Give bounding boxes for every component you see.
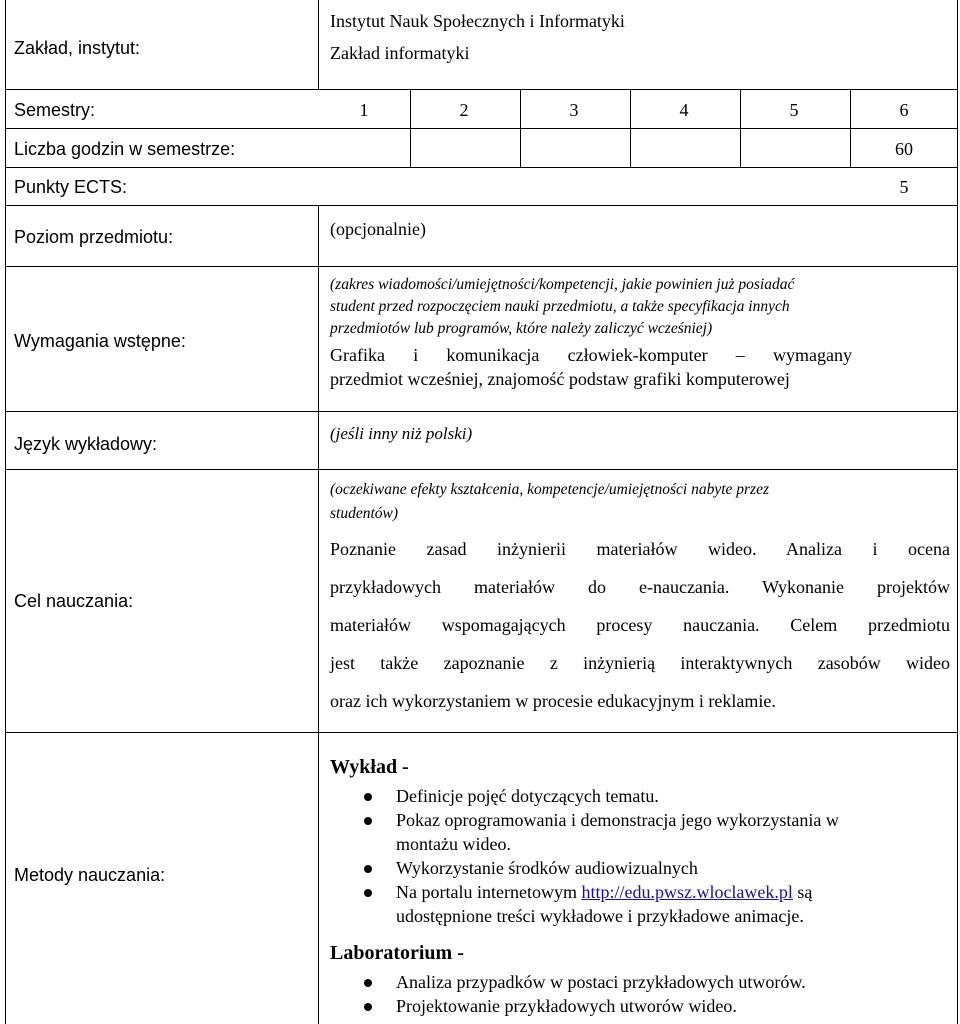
list-item [330, 970, 950, 994]
prereq-line-2: przedmiot wcześniej, znajomość podstaw grafiki komputerowej [330, 369, 790, 389]
semester-2: 2 [459, 100, 469, 120]
goal-para-line-5: oraz ich wykorzystaniem w procesie edukacyjnym i reklamie. [330, 691, 776, 711]
goal-para-line-4: jest także zapoznanie z inżynierią interaktywnych zasobów wideo [330, 653, 950, 673]
goal-note-line-1: (oczekiwane efekty kształcenia, kompetencje/umiejętności nabyte przez [330, 481, 770, 498]
label-methods: Metody nauczania: [14, 865, 166, 885]
bullet-icon [364, 1003, 372, 1011]
list-item-text: Pokaz oprogramowania i demonstracja jego wykorzystania w [396, 810, 839, 830]
lab-heading: Laboratorium - [330, 942, 464, 964]
label-goal: Cel nauczania: [14, 591, 134, 611]
label-hours: Liczba godzin w semestrze: [14, 139, 236, 159]
bullet-icon [364, 979, 372, 987]
prereq-word: i [413, 345, 419, 365]
label-ects: Punkty ECTS: [14, 177, 128, 197]
prereq-note-line-3: przedmiotów lub programów, które należy zaliczyć wcześniej) [330, 320, 713, 337]
semester-4: 4 [679, 100, 689, 120]
semester-6: 6 [899, 100, 909, 120]
label-prerequisites: Wymagania wstępne: [14, 331, 186, 351]
language-value: (jeśli inny niż polski) [330, 424, 473, 443]
list-item-text: Analiza przypadków w postaci przykładowych utworów. [396, 972, 806, 992]
bullet-icon [364, 817, 372, 825]
goal-note-line-2: studentów) [330, 505, 399, 522]
prereq-word: – [735, 345, 745, 365]
list-item-text: Wykorzystanie środków audiowizualnych [396, 858, 698, 878]
ects-value: 5 [899, 177, 909, 197]
label-institute: Zakład, instytut: [14, 38, 141, 58]
list-item [330, 808, 950, 856]
prereq-word: komunikacja [446, 345, 540, 365]
list-item [330, 784, 950, 808]
bullet-icon [364, 889, 372, 897]
list-item-text: montażu wideo. [396, 834, 511, 854]
level-value: (opcjonalnie) [330, 219, 426, 239]
bullet-icon [364, 865, 372, 873]
list-item [330, 856, 950, 880]
list-item [330, 994, 950, 1018]
prereq-line-1 [330, 344, 852, 366]
goal-para-line-1: Poznanie zasad inżynierii materiałów wideo. Analiza i ocena [330, 539, 950, 559]
list-item-text: są [792, 882, 813, 902]
goal-para-line-3: materiałów wspomagających procesy nauczania. Celem przedmiotu [330, 615, 950, 635]
prereq-note-line-2: student przed rozpoczęciem nauki przedmiotu, a także specyfikacja innych [330, 298, 790, 315]
prereq-note-line-1: (zakres wiadomości/umiejętności/kompetencji, jakie powinien już posiadać [330, 276, 795, 293]
list-item [330, 880, 950, 928]
prereq-word: Grafika [330, 345, 385, 365]
goal-para-line-2: przykładowych materiałów do e-nauczania. Wykonanie projektów [330, 577, 950, 597]
portal-link[interactable]: http://edu.pwsz.wloclawek.pl [581, 882, 793, 902]
label-semesters: Semestry: [14, 100, 96, 120]
list-item-text: Definicje pojęć dotyczących tematu. [396, 786, 659, 806]
label-language: Język wykładowy: [14, 434, 158, 454]
bullet-icon [364, 793, 372, 801]
department-name: Zakład informatyki [330, 43, 470, 63]
lecture-heading: Wykład - [330, 756, 409, 778]
semester-3: 3 [569, 100, 579, 120]
list-item-text: udostępnione treści wykładowe i przykładowe animacje. [396, 906, 804, 926]
hours-value: 60 [895, 139, 913, 159]
prereq-word: wymagany [773, 345, 852, 365]
semester-5: 5 [789, 100, 799, 120]
list-item-text: Na portalu internetowym [396, 882, 582, 902]
institute-name: Instytut Nauk Społecznych i Informatyki [330, 11, 625, 31]
prereq-word: człowiek-komputer [567, 345, 708, 365]
lab-list [330, 970, 950, 1018]
lecture-list [330, 784, 950, 928]
label-level: Poziom przedmiotu: [14, 227, 174, 247]
semester-1: 1 [359, 100, 369, 120]
list-item-text: Projektowanie przykładowych utworów wideo. [396, 996, 737, 1016]
